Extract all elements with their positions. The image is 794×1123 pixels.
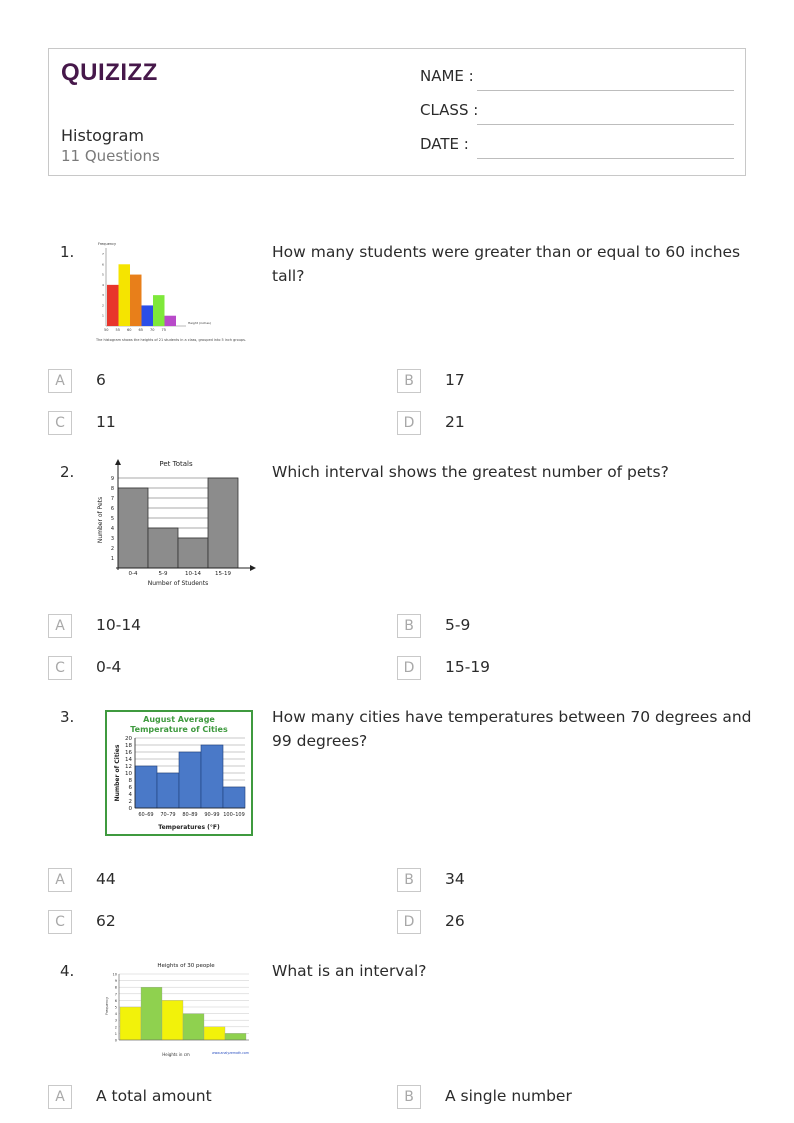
option-text: A single number (445, 1087, 572, 1105)
histogram-bar (118, 488, 148, 568)
option-c[interactable] (48, 411, 368, 435)
option-c[interactable] (48, 656, 368, 680)
y-tick-label: 10 (112, 972, 117, 977)
option-a[interactable] (48, 868, 368, 892)
option-b[interactable] (397, 614, 717, 638)
y-tick-label: 1 (114, 1031, 117, 1036)
y-tick-label: 6 (114, 998, 117, 1003)
option-d[interactable] (397, 656, 717, 680)
y-tick-label: 10 (125, 771, 132, 777)
y-tick-label: 8 (114, 985, 117, 990)
y-tick-label: 7 (114, 992, 117, 997)
question-number: 4. (60, 962, 75, 980)
x-tick-label: 50 (104, 328, 109, 332)
y-tick-label: 8 (128, 778, 132, 784)
y-tick-label: 5 (102, 272, 104, 277)
question-number: 2. (60, 463, 75, 481)
option-letter: D (397, 656, 421, 680)
option-c[interactable] (48, 910, 368, 934)
option-letter: D (397, 411, 421, 435)
option-a[interactable] (48, 1085, 368, 1109)
x-tick-label: 5-9 (158, 571, 168, 577)
y-tick-label: 9 (110, 476, 114, 482)
quiz-title: Histogram (61, 126, 144, 145)
x-tick-label: 75 (161, 328, 166, 332)
histogram-bar (157, 773, 179, 808)
option-text: 6 (96, 371, 106, 389)
option-letter: B (397, 369, 421, 393)
x-axis-label: Height (inches) (188, 321, 211, 325)
y-tick-label: 8 (110, 486, 114, 492)
chart-title-line-1: August Average (143, 715, 215, 724)
y-tick-label: 4 (102, 282, 104, 287)
y-tick-label: 20 (125, 736, 132, 742)
source-watermark: www.analyzemath.com (211, 1051, 249, 1055)
option-letter: D (397, 910, 421, 934)
y-tick-label: 2 (102, 303, 104, 308)
x-tick-label: 80–89 (182, 812, 198, 818)
y-tick-label: 0 (114, 1038, 117, 1043)
x-axis-label: Heights in cm (162, 1052, 190, 1057)
y-tick-label: 4 (114, 1012, 117, 1017)
y-axis-label: Frequency (105, 996, 109, 1016)
histogram-chart-4 (104, 958, 252, 1060)
histogram-bar (135, 766, 157, 808)
histogram-bar (178, 538, 208, 568)
option-text: 0-4 (96, 658, 122, 676)
option-d[interactable] (397, 910, 717, 934)
chart-title-line-2: Temperature of Cities (130, 725, 228, 734)
option-text: 15-19 (445, 658, 491, 676)
histogram-bar (165, 316, 177, 326)
x-tick-label: 10-14 (185, 571, 201, 577)
y-tick-label: 3 (110, 536, 114, 542)
option-text: 26 (445, 912, 465, 930)
option-letter: A (48, 868, 72, 892)
histogram-bar (208, 478, 238, 568)
y-tick-label: 2 (114, 1025, 117, 1030)
x-axis-label: Temperatures (°F) (158, 824, 220, 831)
date-field[interactable] (420, 135, 734, 159)
x-tick-label: 70–79 (160, 812, 176, 818)
y-tick-label: 6 (110, 506, 114, 512)
y-tick-label: 5 (114, 1005, 117, 1010)
option-text: 10-14 (96, 616, 142, 634)
y-tick-label: 2 (128, 799, 132, 805)
option-letter: C (48, 656, 72, 680)
quizizz-logo: QUIZIZZ (61, 59, 158, 86)
name-line[interactable] (477, 90, 734, 91)
option-b[interactable] (397, 868, 717, 892)
class-field[interactable] (420, 101, 734, 125)
y-tick-label: 5 (110, 516, 114, 522)
x-axis-label: Number of Students (147, 580, 209, 587)
name-field[interactable] (420, 67, 734, 91)
y-tick-label: 6 (102, 262, 104, 267)
y-tick-label: 0 (128, 806, 132, 812)
y-tick-label: 2 (110, 546, 114, 552)
y-tick-label: 7 (102, 252, 104, 256)
option-letter: B (397, 614, 421, 638)
histogram-chart-1 (94, 240, 250, 346)
question-count: 11 Questions (61, 147, 160, 165)
question-number: 1. (60, 243, 75, 261)
x-tick-label: 65 (138, 328, 143, 332)
option-text: 44 (96, 870, 116, 888)
x-tick-label: 70 (150, 328, 155, 332)
histogram-bar (183, 1014, 204, 1040)
option-text: 11 (96, 413, 116, 431)
class-label: CLASS : (420, 101, 479, 119)
option-text: 62 (96, 912, 116, 930)
x-tick-label: 60–69 (138, 812, 154, 818)
y-tick-label: 4 (128, 792, 132, 798)
option-text: 17 (445, 371, 465, 389)
class-line[interactable] (477, 124, 734, 125)
question-text: Which interval shows the greatest number of pets? (272, 463, 669, 481)
option-letter: B (397, 868, 421, 892)
option-b[interactable] (397, 369, 717, 393)
option-d[interactable] (397, 411, 717, 435)
histogram-bar (142, 305, 154, 326)
histogram-bar (204, 1027, 225, 1040)
histogram-chart-3 (105, 710, 253, 836)
histogram-bar (120, 1007, 141, 1040)
chart-title: Pet Totals (159, 460, 193, 468)
y-tick-label: 3 (102, 293, 104, 298)
option-a[interactable] (48, 614, 368, 638)
date-line[interactable] (477, 158, 734, 159)
x-tick-label: 0-4 (128, 571, 138, 577)
option-a[interactable] (48, 369, 368, 393)
y-axis-arrow (115, 459, 121, 465)
option-text: 21 (445, 413, 465, 431)
y-tick-label: 3 (114, 1018, 117, 1023)
x-tick-label: 55 (115, 328, 120, 332)
option-letter: C (48, 910, 72, 934)
option-letter: A (48, 369, 72, 393)
y-tick-label: 18 (125, 743, 132, 749)
histogram-bar (107, 285, 119, 326)
y-axis-label: Number of Pets (97, 496, 104, 544)
option-letter: B (397, 1085, 421, 1109)
question-text: What is an interval? (272, 962, 427, 980)
question-text: How many cities have temperatures between 70 degrees and 99 degrees? (272, 708, 752, 750)
date-label: DATE : (420, 135, 469, 153)
y-axis-label: Number of Cities (114, 744, 121, 802)
option-b[interactable] (397, 1085, 717, 1109)
histogram-bar (223, 787, 245, 808)
y-tick-label: 1 (110, 556, 114, 562)
y-tick-label: 4 (110, 526, 114, 532)
y-tick-label: 12 (125, 764, 132, 770)
worksheet-header (48, 48, 746, 176)
y-tick-label: 9 (114, 979, 117, 984)
histogram-bar (130, 275, 142, 326)
question-number: 3. (60, 708, 75, 726)
histogram-bar (141, 987, 162, 1040)
chart-title: Heights of 30 people (157, 963, 215, 969)
option-letter: A (48, 614, 72, 638)
y-axis-label: Frequency (98, 242, 117, 246)
name-label: NAME : (420, 67, 474, 85)
y-tick-label: 6 (128, 785, 132, 791)
x-tick-label: 100–109 (223, 812, 245, 818)
x-axis-arrow (250, 565, 256, 571)
histogram-bar (201, 745, 223, 808)
x-tick-label: 90–99 (204, 812, 220, 818)
histogram-bar (153, 295, 165, 326)
histogram-bar (148, 528, 178, 568)
y-tick-label: 16 (125, 750, 132, 756)
histogram-chart-2 (94, 456, 258, 590)
histogram-bar (179, 752, 201, 808)
option-text: 34 (445, 870, 465, 888)
y-tick-label: 1 (102, 313, 104, 318)
question-text: How many students were greater than or equal to 60 inches tall? (272, 243, 741, 285)
option-letter: C (48, 411, 72, 435)
histogram-bar (225, 1033, 246, 1040)
option-text: A total amount (96, 1087, 212, 1105)
histogram-bar (119, 264, 131, 326)
y-tick-label: 7 (110, 496, 114, 502)
x-tick-label: 60 (127, 328, 132, 332)
option-text: 5-9 (445, 616, 471, 634)
option-letter: A (48, 1085, 72, 1109)
histogram-bar (162, 1000, 183, 1040)
chart-caption: The histogram shows the heights of 21 students in a class, grouped into 5 inch groups. (95, 338, 246, 342)
x-tick-label: 15-19 (215, 571, 231, 577)
y-tick-label: 14 (125, 757, 132, 763)
